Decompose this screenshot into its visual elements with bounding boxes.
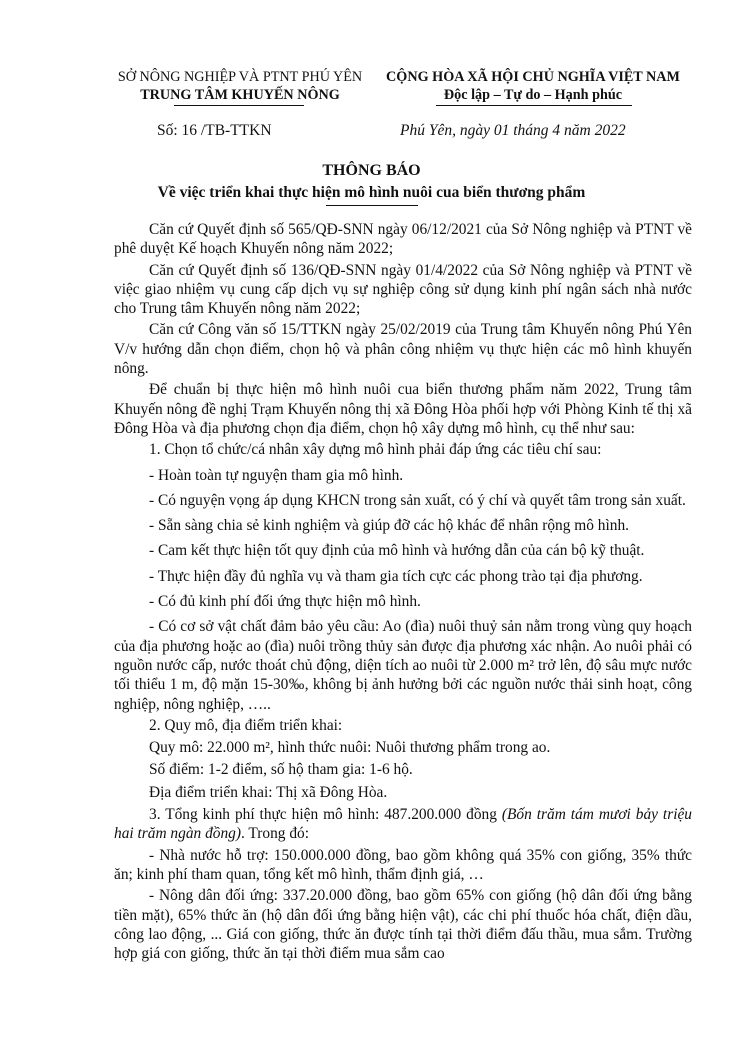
issuing-agency bbox=[108, 68, 372, 104]
national-heading bbox=[376, 68, 690, 104]
paragraph: Số điểm: 1-2 điểm, số hộ tham gia: 1-6 hộ. bbox=[149, 761, 413, 779]
paragraph: - Có đủ kinh phí đối ứng thực hiện mô hình. bbox=[149, 593, 421, 611]
funding-paragraph bbox=[114, 805, 692, 844]
funding-lead: 3. Tổng kinh phí thực hiện mô hình: 487.200.000 đồng bbox=[149, 806, 502, 824]
subtitle-underline bbox=[326, 205, 418, 206]
funding-tail: . Trong đó: bbox=[240, 825, 309, 843]
paragraph: 1. Chọn tổ chức/cá nhân xây dựng mô hình phải đáp ứng các tiêu chí sau: bbox=[149, 441, 602, 459]
paragraph: Địa điểm triển khai: Thị xã Đông Hòa. bbox=[149, 783, 388, 801]
national-motto: Độc lập – Tự do – Hạnh phúc bbox=[443, 87, 623, 103]
agency-underline bbox=[174, 105, 304, 106]
paragraph: - Cam kết thực hiện tốt quy định của mô hình và hướng dẫn của cán bộ kỹ thuật. bbox=[149, 542, 645, 560]
motto-underline bbox=[436, 105, 632, 106]
paragraph: Căn cứ Quyết định số 565/QĐ-SNN ngày 06/12/2021 của Sở Nông nghiệp và PTNT về phê duyệt Kế hoạch Khuyến nông năm 2022; bbox=[114, 221, 692, 258]
document-number: Số: 16 /TB-TTKN bbox=[157, 122, 272, 139]
document-title: THÔNG BÁO bbox=[322, 162, 421, 179]
paragraph: - Thực hiện đầy đủ nghĩa vụ và tham gia tích cực các phong trào tại địa phương. bbox=[149, 567, 643, 585]
paragraph: Để chuẩn bị thực hiện mô hình nuôi cua biển thương phẩm năm 2022, Trung tâm Khuyến nông đề nghị Trạm Khuyến nông thị xã Đông Hòa phối hợp với Phòng Kinh tế thị xã Đông Hòa và địa phương chọn địa điểm, chọn hộ xây dựng mô hình, cụ thể như sau: bbox=[114, 381, 692, 437]
document-body bbox=[114, 220, 692, 965]
paragraph: - Nông dân đối ứng: 337.20.000 đồng, bao gồm 65% con giống (hộ dân đối ứng bằng tiền mặt), 65% thức ăn (hộ dân đối ứng bằng hiện vật), các chi phí thuốc hóa chất, điện dầu, công lao động, ... Giá con giống, thức ăn được tính tại thời điểm đấu thầu, mua sắm. Trường hợp giá con giống, thức ăn tại thời điểm mua sắm cao bbox=[114, 887, 692, 963]
paragraph: Căn cứ Quyết định số 136/QĐ-SNN ngày 01/4/2022 của Sở Nông nghiệp và PTNT về việc giao nhiệm vụ cung cấp dịch vụ sự nghiệp công sử dụng kinh phí ngân sách nhà nước cho Trung tâm Khuyến nông năm 2022; bbox=[114, 261, 692, 318]
paragraph: Căn cứ Công văn số 15/TTKN ngày 25/02/2019 của Trung tâm Khuyến nông Phú Yên V/v hướng dẫn chọn điểm, chọn hộ và phân công nhiệm vụ thực hiện các mô hình khuyến nông. bbox=[114, 321, 692, 378]
document-subtitle: Về việc triển khai thực hiện mô hình nuôi cua biển thương phẩm bbox=[157, 184, 586, 201]
paragraph: - Sẵn sàng chia sẻ kinh nghiệm và giúp đỡ các hộ khác để nhân rộng mô hình. bbox=[149, 517, 630, 535]
agency-name: TRUNG TÂM KHUYẾN NÔNG bbox=[140, 87, 340, 103]
funding-words: (Bốn trăm tám mươi bảy triệu hai trăm ngàn đồng) bbox=[114, 806, 692, 843]
paragraph: - Hoàn toàn tự nguyện tham gia mô hình. bbox=[149, 466, 404, 484]
paragraph: - Có cơ sở vật chất đảm bảo yêu cầu: Ao (đìa) nuôi thuỷ sản nằm trong vùng quy hoạch của địa phương hoặc ao (đìa) nuôi trồng thủy sản được địa phương xác nhận. Ao nuôi phải có nguồn nước cấp, nước thoát chủ động, diện tích ao nuôi từ 2.000 m² trở lên, độ sâu mực nước tối thiểu 1 m, độ mặn 15-30‰, không bị ảnh hưởng bởi các nguồn nước thải sinh hoạt, công nghiệp, nông nghiệp, ….. bbox=[114, 618, 692, 713]
paragraph: - Có nguyện vọng áp dụng KHCN trong sản xuất, có ý chí và quyết tâm trong sản xuất. bbox=[149, 491, 686, 509]
paragraph: - Nhà nước hỗ trợ: 150.000.000 đồng, bao gồm không quá 35% con giống, 35% thức ăn; kinh phí tham quan, tổng kết mô hình, thẩm định giá, … bbox=[114, 846, 692, 883]
paragraph: 2. Quy mô, địa điểm triển khai: bbox=[149, 716, 343, 734]
paragraph: Quy mô: 22.000 m², hình thức nuôi: Nuôi thương phẩm trong ao. bbox=[149, 739, 551, 757]
place-date: Phú Yên, ngày 01 tháng 4 năm 2022 bbox=[400, 122, 626, 139]
parent-agency: SỞ NÔNG NGHIỆP VÀ PTNT PHÚ YÊN bbox=[117, 69, 363, 85]
nation-name: CỘNG HÒA XÃ HỘI CHỦ NGHĨA VIỆT NAM bbox=[386, 69, 680, 85]
